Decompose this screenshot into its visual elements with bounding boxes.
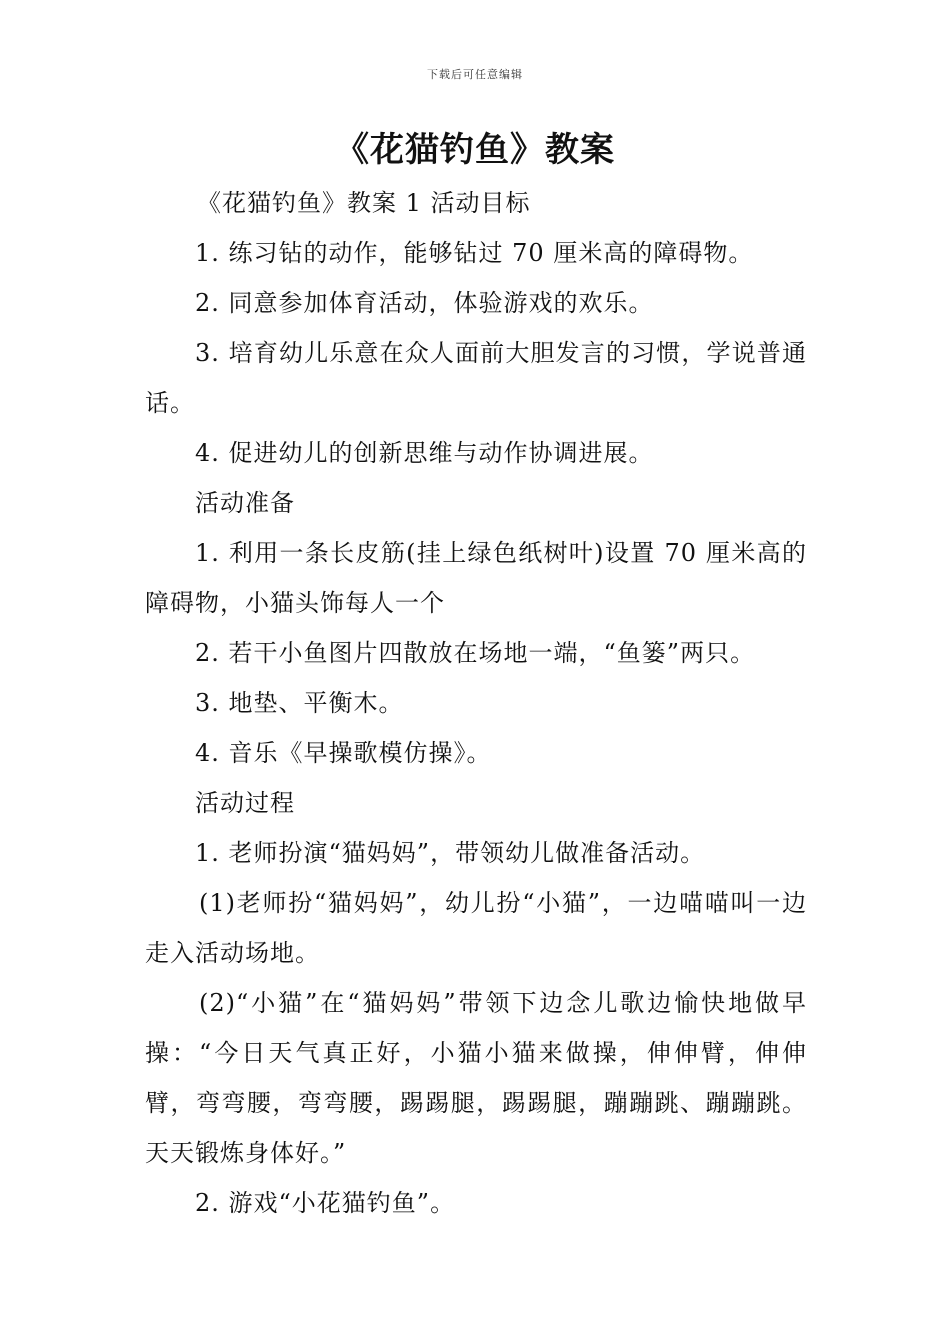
paragraph-process-2: 2. 游戏“小花猫钓鱼”。: [195, 1189, 456, 1217]
paragraph-preparation-4: 4. 音乐《早操歌模仿操》。: [195, 739, 492, 767]
paragraph-objective-3: 3. 培育幼儿乐意在众人面前大胆发言的习惯，学说普通话。: [145, 339, 807, 417]
paragraph-objective-1: 1. 练习钻的动作，能够钻过 70 厘米高的障碍物。: [195, 239, 754, 267]
paragraph-objective-2: 2. 同意参加体育活动，体验游戏的欢乐。: [195, 289, 654, 317]
paragraph-process-1-sub-2: (2)“小猫”在“猫妈妈”带领下边念儿歌边愉快地做早操：“今日天气真正好，小猫小猫来做操，伸伸臂，伸伸臂，弯弯腰，弯弯腰，踢踢腿，踢踢腿，蹦蹦跳、蹦蹦跳。天天锻炼身体好。”: [145, 989, 807, 1167]
paragraph-objective-4: 4. 促进幼儿的创新思维与动作协调进展。: [195, 439, 654, 467]
paragraph-process-1-sub-1: (1)老师扮“猫妈妈”，幼儿扮“小猫”，一边喵喵叫一边走入活动场地。: [145, 889, 807, 967]
document-body: [145, 178, 807, 1228]
document-title: 《花猫钓鱼》教案: [335, 130, 615, 170]
section-heading-process: 活动过程: [195, 789, 295, 817]
header-note: 下载后可任意编辑: [427, 68, 523, 81]
paragraph-preparation-3: 3. 地垫、平衡木。: [195, 689, 404, 717]
section-heading-preparation: 活动准备: [195, 489, 295, 517]
paragraph-intro-objectives: 《花猫钓鱼》教案 1 活动目标: [197, 189, 531, 217]
paragraph-process-1: 1. 老师扮演“猫妈妈”，带领幼儿做准备活动。: [195, 839, 706, 867]
paragraph-preparation-2: 2. 若干小鱼图片四散放在场地一端，“鱼篓”两只。: [195, 639, 756, 667]
paragraph-preparation-1: 1. 利用一条长皮筋(挂上绿色纸树叶)设置 70 厘米高的障碍物，小猫头饰每人一个: [145, 539, 807, 617]
